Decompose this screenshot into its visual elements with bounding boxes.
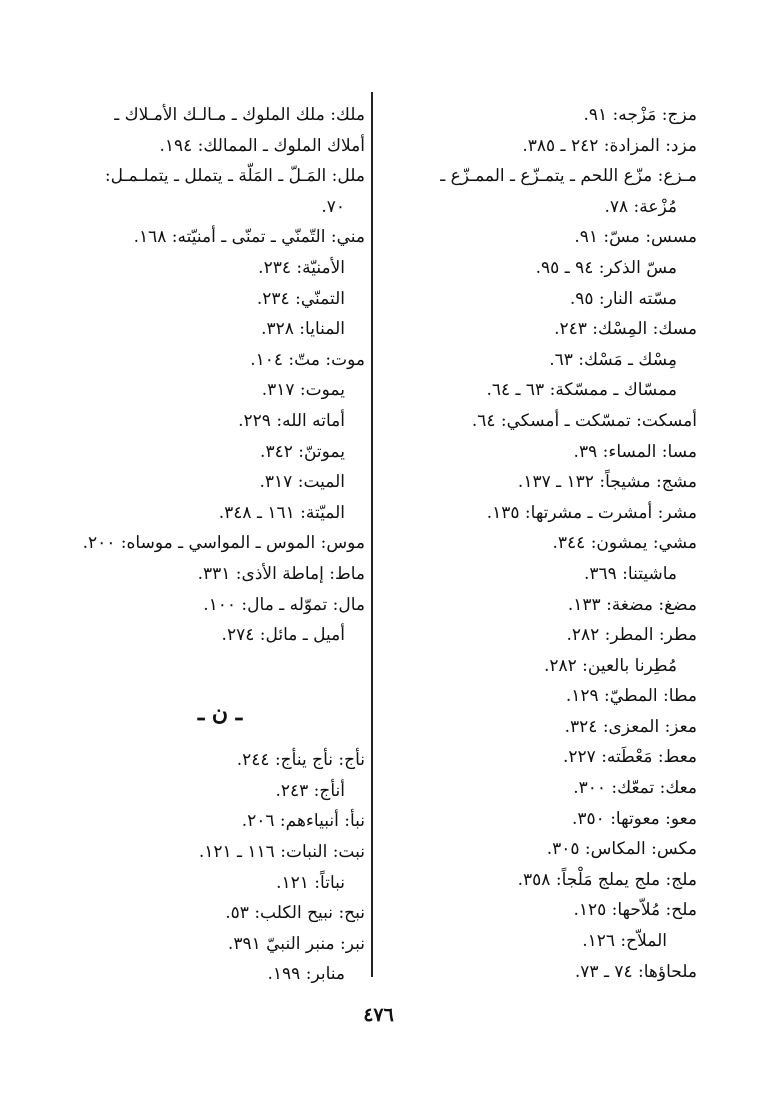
index-entry: نبر: منبر النبيّ ٣٩١. bbox=[227, 933, 365, 954]
index-entry: مزد: المزادة: ٢٤٢ ـ ٣٨٥. bbox=[522, 135, 697, 156]
index-entry: الميّتة: ١٦١ ـ ٣٤٨. bbox=[218, 502, 345, 523]
index-entry: يموت: ٣١٧. bbox=[261, 380, 345, 401]
index-entry: ملحاؤها: ٧٤ ـ ٧٣. bbox=[574, 961, 697, 982]
page-number: ٤٧٦ bbox=[363, 1004, 394, 1026]
index-entry: نباتاً: ١٢١. bbox=[276, 872, 345, 893]
index-entry: أماته الله: ٢٢٩. bbox=[238, 410, 345, 431]
index-column-left bbox=[35, 100, 365, 990]
index-entry: أمسكت: تمسّكت ـ أمسكي: ٦٤. bbox=[471, 410, 697, 431]
index-entry: مسّته النار: ٩٥. bbox=[569, 288, 677, 309]
index-entry: مشي: يمشون: ٣٤٤. bbox=[552, 533, 697, 554]
column-divider bbox=[371, 92, 373, 977]
index-entry: ملل: المَـلّ ـ المَلّة ـ يتملل ـ يتملـمـل: bbox=[104, 166, 365, 187]
index-entry: منابر: ١٩٩. bbox=[267, 964, 345, 985]
index-entry: ٧٠. bbox=[321, 196, 345, 217]
index-entry: مشج: مشيجاً: ١٣٢ ـ ١٣٧. bbox=[517, 472, 697, 493]
index-entry: مال: تموّله ـ مال: ١٠٠. bbox=[203, 594, 365, 615]
index-entry: مطا: المطيّ: ١٢٩. bbox=[565, 686, 697, 707]
index-entry: مـزع: مزّع اللحم ـ يتمـزّع ـ الممـزّع ـ bbox=[440, 166, 697, 187]
index-column-right bbox=[377, 100, 697, 987]
index-entry: معك: تمعّك: ٣٠٠. bbox=[573, 778, 697, 799]
index-entry: ملج: ملج يملج مَلْجاً: ٣٥٨. bbox=[517, 869, 697, 890]
index-entry: مزج: مَزْجه: ٩١. bbox=[583, 105, 697, 125]
index-entry: ملح: مُلاّحها: ١٢٥. bbox=[573, 900, 697, 921]
index-entry: مسك: المِسْك: ٢٤٣. bbox=[554, 319, 697, 340]
index-entry: الملاّح: ١٢٦. bbox=[582, 931, 667, 952]
index-entry: نأج: نأج ينأج: ٢٤٤. bbox=[236, 750, 365, 771]
index-entry: معز: المعزى: ٣٢٤. bbox=[564, 716, 697, 737]
index-entry: التمنّي: ٢٣٤. bbox=[256, 288, 345, 309]
index-entry: ماط: إماطة الأذى: ٣٣١. bbox=[197, 563, 365, 584]
index-entry: مسّ الذكر: ٩٤ ـ ٩٥. bbox=[535, 257, 677, 278]
index-entry: أنأج: ٢٤٣. bbox=[275, 780, 345, 801]
index-entry: معو: معوتها: ٣٥٠. bbox=[571, 808, 697, 829]
index-entry: ماشيتنا: ٣٦٩. bbox=[583, 563, 677, 584]
index-entry: مكس: المكاس: ٣٠٥. bbox=[546, 839, 697, 860]
index-entry: نبت: النبات: ١١٦ ـ ١٢١. bbox=[198, 842, 365, 863]
index-entry: موت: متّ: ١٠٤. bbox=[250, 349, 365, 370]
index-entry: موس: الموس ـ المواسي ـ موساه: ٢٠٠. bbox=[82, 533, 365, 554]
index-entry: مطر: المطر: ٢٨٢. bbox=[566, 625, 697, 646]
section-heading: ـ ن ـ bbox=[197, 700, 243, 727]
index-entry: أميل ـ مائل: ٢٧٤. bbox=[221, 625, 345, 646]
index-entry: مسا: المساء: ٣٩. bbox=[573, 441, 697, 462]
index-entry: مسس: مسّ: ٩١. bbox=[574, 227, 697, 248]
index-entry: ممسّاك ـ ممسّكة: ٦٣ ـ ٦٤. bbox=[486, 380, 677, 401]
index-entry: مُزْعة: ٧٨. bbox=[604, 196, 677, 217]
spacer bbox=[35, 651, 365, 682]
index-entry: الميت: ٣١٧. bbox=[259, 472, 345, 493]
index-entry: مني: التّمنّي ـ تمنّى ـ أمنيّته: ١٦٨. bbox=[133, 227, 365, 248]
index-entry: معط: مَعْطَته: ٢٢٧. bbox=[562, 747, 697, 768]
index-entry: يموتنّ: ٣٤٢. bbox=[260, 441, 345, 462]
index-entry: مِسْك ـ مَسْك: ٦٣. bbox=[549, 349, 677, 370]
index-entry: مُطِرنا بالعين: ٢٨٢. bbox=[543, 655, 677, 676]
index-entry: ملك: ملك الملوك ـ مـالـك الأمـلاك ـ bbox=[114, 105, 365, 125]
index-entry: مشر: أمشرت ـ مشرتها: ١٣٥. bbox=[486, 502, 697, 523]
index-entry: نبح: نبيح الكلب: ٥٣. bbox=[225, 903, 365, 924]
index-entry: مضغ: مضغة: ١٣٣. bbox=[567, 594, 697, 615]
index-entry: الأمنيّة: ٢٣٤. bbox=[258, 257, 345, 278]
index-entry: أملاك الملوك ـ الممالك: ١٩٤. bbox=[159, 135, 365, 156]
index-entry: نبأ: أنبياءهم: ٢٠٦. bbox=[241, 811, 365, 832]
index-entry: المنايا: ٣٢٨. bbox=[261, 319, 345, 340]
